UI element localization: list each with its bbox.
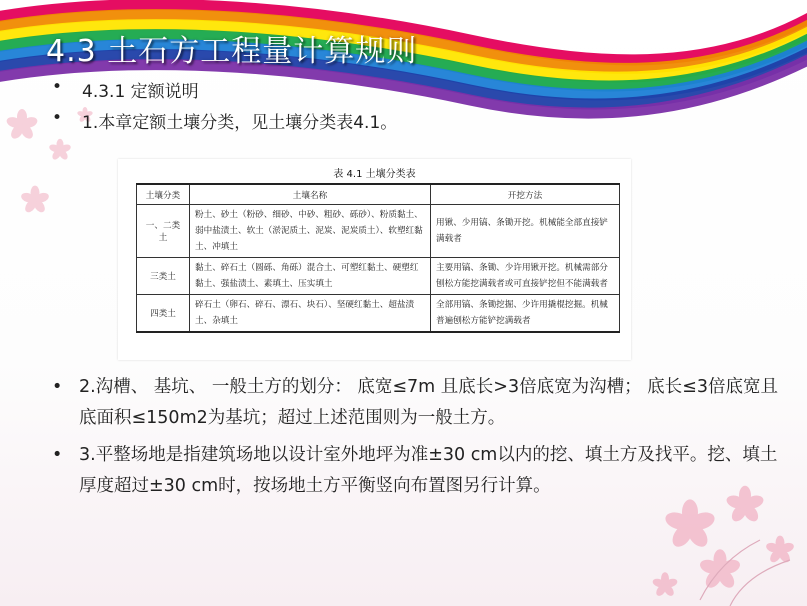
bullet-dot: • — [52, 445, 63, 465]
header-soil-class: 土壤分类 — [137, 184, 190, 205]
flower-decoration-left — [5, 107, 93, 214]
cell-soil-name: 黏土、碎石土（圆砾、角砾）混合土、可塑红黏土、硬塑红黏土、强盐渍土、素填土、压实填土 — [190, 258, 431, 295]
cell-excavation-method: 全部用镐、条锄挖掘、少许用撬棍挖掘。机械普遍刨松方能铲挖满载者 — [431, 295, 620, 333]
cell-excavation-method: 用锹、少用镐、条锄开挖。机械能全部直接铲满载者 — [431, 205, 620, 258]
paragraph-text: 3.平整场地是指建筑场地以设计室外地坪为准±30 cm以内的挖、填土方及找平。挖、填土厚度超过±30 cm时，按场地土方平衡竖向布置图另行计算。 — [79, 445, 778, 496]
cell-soil-class: 四类土 — [137, 295, 190, 333]
table-row — [137, 258, 620, 295]
bullet-text: 1.本章定额土壤分类，见土壤分类表4.1。 — [82, 113, 398, 133]
bullet-dot: • — [52, 77, 63, 97]
table-row — [137, 295, 620, 333]
bullet-text: 4.3.1 定额说明 — [82, 82, 199, 102]
header-soil-name: 土壤名称 — [190, 184, 431, 205]
table-row — [137, 205, 620, 258]
cell-soil-name: 碎石土（卵石、碎石、漂石、块石）、坚硬红黏土、超盐渍土、杂填土 — [190, 295, 431, 333]
paragraph-text: 2.沟槽、 基坑、 一般土方的划分： 底宽≤7m 且底长>3倍底宽为沟槽； 底长≤3倍底宽且底面积≤150m2为基坑；超过上述范围则为一般土方。 — [79, 377, 778, 428]
cell-soil-class: 一、二类土 — [137, 205, 190, 258]
cell-soil-class: 三类土 — [137, 258, 190, 295]
soil-classification-table — [136, 183, 620, 333]
header-excavation-method: 开挖方法 — [431, 184, 620, 205]
cell-soil-name: 粉土、砂土（粉砂、细砂、中砂、粗砂、砾砂）、粉质黏土、弱中盐渍土、软土（淤泥质土、泥炭、泥炭质土）、软塑红黏土、冲填土 — [190, 205, 431, 258]
cell-excavation-method: 主要用镐、条锄、少许用锹开挖。机械需部分刨松方能挖满载者或可直接铲挖但不能满载者 — [431, 258, 620, 295]
bullet-dot: • — [52, 108, 63, 128]
table-header-row — [137, 184, 620, 205]
table-caption: 表 4.1 土壤分类表 — [333, 169, 416, 180]
bullet-dot: • — [52, 377, 63, 397]
flower-decoration-bottom-right — [652, 486, 795, 606]
soil-classification-table-image — [118, 159, 631, 360]
slide-title: 4.3 土石方工程量计算规则 — [46, 34, 418, 69]
